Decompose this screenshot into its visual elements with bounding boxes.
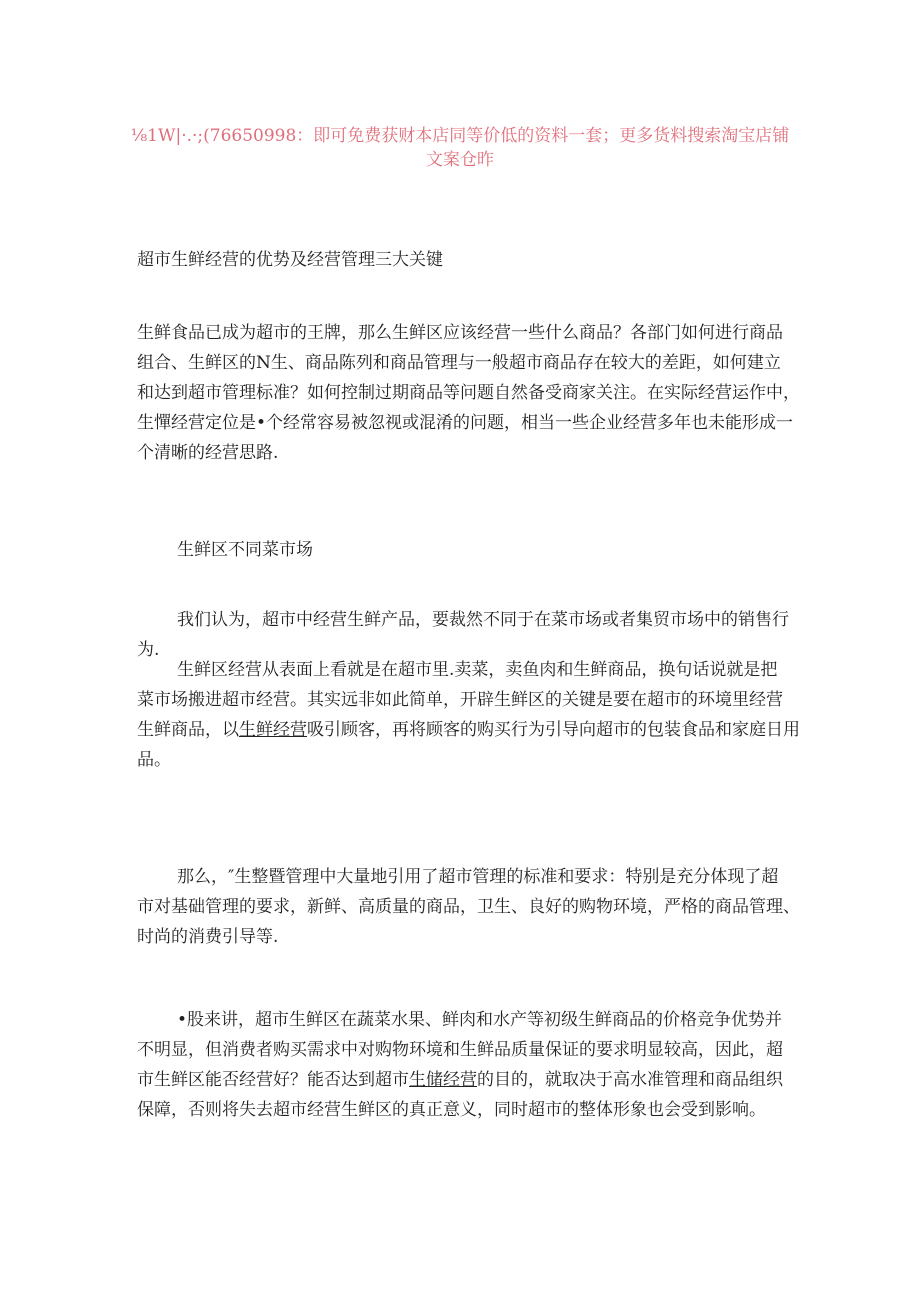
text-segment: 吸引顾客，再将顾客的购买行为引导向超市的包装食品和家庭日用 xyxy=(307,720,800,740)
text-line: 组合、生鲜区的N生、商品陈列和商品管理与一般超市商品存在较大的差距，如何建立 xyxy=(137,353,781,373)
paragraph-3 xyxy=(137,655,800,775)
text-line: •股来讲，超市生鲜区在蔬菜水果、鲜肉和水产等初级生鲜商品的价格竞争优势并 xyxy=(177,1010,783,1030)
text-line: 生鲜区经营从表面上看就是在超市里.卖菜，卖鱼肉和生鲜商品，换句话说就是把 xyxy=(177,660,778,680)
section-heading xyxy=(137,535,797,565)
paragraph-intro xyxy=(137,318,800,468)
text-line: 生鲜食品已成为超市的王牌，那么生鲜区应该经营一些什么商品？各部门如何进行商品 xyxy=(137,323,783,343)
text-line: 和达到超市管理标准？如何控制过期商品等问题自然备受商家关注。在实际经营运作中， xyxy=(137,383,800,403)
text-line: 市对基础管理的要求，新鲜、高质量的商品，卫生、良好的购物环境，严格的商品管理、 xyxy=(137,897,800,917)
promo-banner xyxy=(118,124,802,172)
text-line: 时尚的消费引导等. xyxy=(137,927,279,947)
text-line: 为. xyxy=(137,640,160,660)
promo-banner-line: 文案仓昨 xyxy=(426,150,494,170)
document-title: 超市生鲜经营的优势及经营管理三大关键 xyxy=(137,250,443,270)
text-line: 菜市场搬进超市经营。其实远非如此简单，开辟生鲜区的关键是要在超市的环境里经营 xyxy=(137,690,783,710)
text-line xyxy=(137,1065,797,1095)
text-line: 不明显，但消费者购买需求中对购物环境和生鲜品质量保证的要求明显较高，因此，超 xyxy=(137,1040,783,1060)
subheading: 生鲜区不同菜市场 xyxy=(177,540,313,560)
text-line: 那么，″生整暨管理中大量地引用了超市管理的标准和要求：特别是充分体现了超 xyxy=(177,867,779,887)
promo-banner-line: ⅛1W|·.·;(76650998：即可免费获财本店同等价低的资料一套；更多货料搜索淘宝店铺 xyxy=(130,126,790,146)
paragraph-4 xyxy=(137,862,800,952)
text-line xyxy=(137,715,800,745)
text-segment: 生鲜商品，以 xyxy=(137,720,239,740)
text-line: 生憚经营定位是•个经常容易被忽视或混淆的问题，相当一些企业经营多年也未能形成一 xyxy=(137,413,794,433)
paragraph-5 xyxy=(137,1005,797,1125)
text-line: 我们认为，超市中经营生鲜产品，要裁然不同于在菜市场或者集贸市场中的销售行 xyxy=(177,610,789,630)
text-line: 品。 xyxy=(137,750,171,770)
text-line: 保障，否则将失去超市经营生鲜区的真正意义，同时超市的整体形象也会受到影响。 xyxy=(137,1100,766,1120)
link-fresh-operation[interactable]: 生鲜经营 xyxy=(239,720,307,740)
text-line: 个清晰的经营思路. xyxy=(137,443,279,463)
text-segment: 的目的，就取决于高水准管理和商品组织 xyxy=(477,1070,783,1090)
text-segment: 市生鲜区能否经营好？能否达到超市 xyxy=(137,1070,409,1090)
link-fresh-storage-operation[interactable]: 生储经营 xyxy=(409,1070,477,1090)
